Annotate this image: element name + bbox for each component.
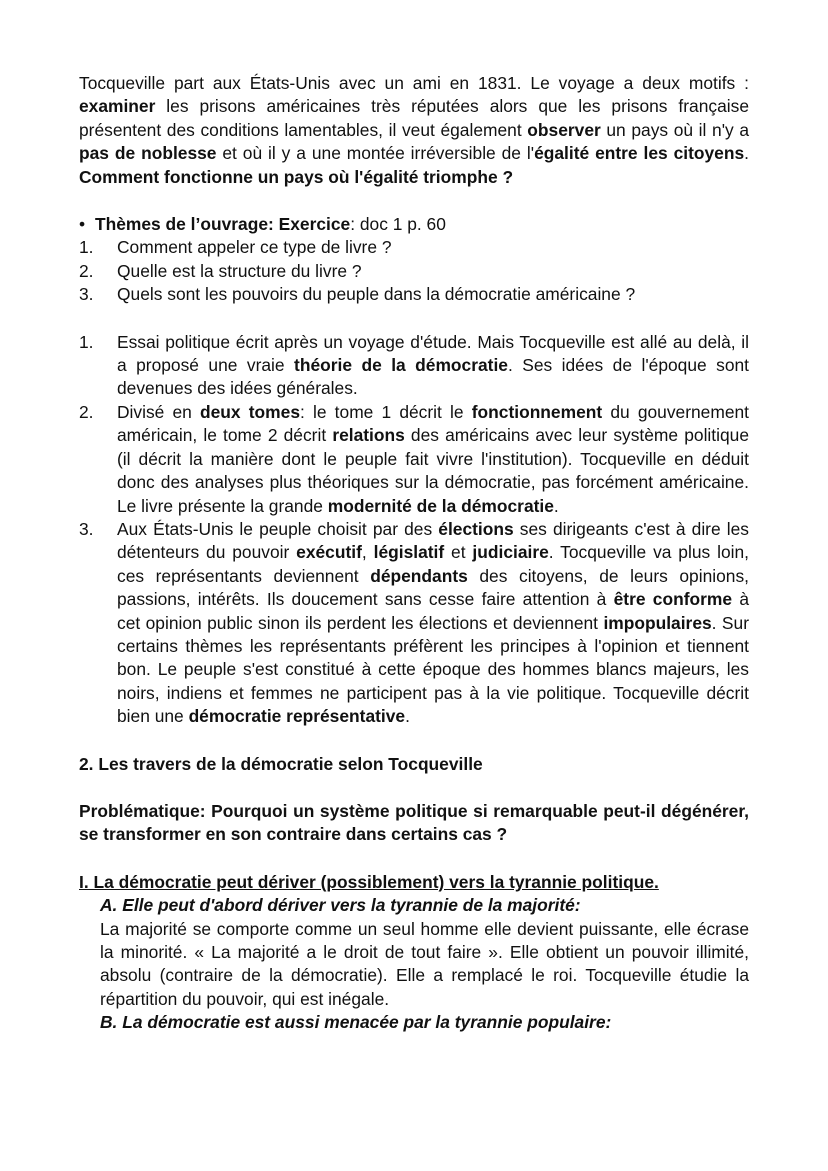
answer-bold: théorie de la démocratie: [294, 355, 508, 376]
intro-bold: égalité entre les citoyens: [534, 143, 745, 164]
answer-bold: impopulaires: [603, 612, 712, 633]
subpart-title: A. Elle peut d'abord dériver vers la tyrannie de la majorité:: [100, 895, 581, 916]
answer-fragment: des citoyens, de leurs opinions, passions, intérêts. Ils doucement sans cesse faire attention à: [117, 565, 749, 610]
intro-text: et où il y a une montée irréversible de l': [216, 143, 535, 164]
intro-paragraph: [79, 72, 749, 189]
intro-bold: examiner: [79, 96, 156, 117]
answer-fragment: . Ses idées de l'époque sont devenues des idées générales.: [117, 355, 749, 399]
section-title: 2. Les travers de la démocratie selon Tocqueville: [79, 753, 483, 774]
answer-bold: élections: [438, 518, 514, 539]
answer-bold: judiciaire: [472, 542, 549, 563]
answer-bold: exécutif: [296, 542, 362, 563]
answer-fragment: Aux États-Unis le peuple choisit par des: [117, 518, 439, 539]
answer-bold: législatif: [373, 542, 445, 563]
answer-fragment: Divisé en: [117, 401, 201, 422]
spacer: [79, 307, 749, 331]
bullet-icon: •: [79, 214, 86, 235]
answer-item: [79, 331, 749, 401]
subpart-title: B. La démocratie est aussi menacée par la tyrannie populaire:: [100, 1012, 612, 1033]
answer-fragment: du gouvernement américain, le tome 2 décrit: [117, 401, 749, 446]
intro-text: un pays où il n'y a: [600, 119, 750, 140]
themes-ref: : doc 1 p. 60: [350, 214, 446, 235]
intro-text: .: [744, 143, 749, 164]
spacer: [79, 776, 749, 800]
themes-label: Thèmes de l’ouvrage: Exercice: [95, 214, 351, 235]
answer-fragment: : le tome 1 décrit le: [300, 401, 472, 422]
problematique: Problématique: Pourquoi un système politique si remarquable peut-il dégénérer, se transformer en son contraire dans certains cas ?: [79, 800, 749, 845]
answer-bold: relations: [332, 425, 405, 446]
answer-bold: fonctionnement: [471, 401, 603, 422]
question-text: Comment appeler ce type de livre ?: [117, 237, 392, 258]
answer-bold: être conforme: [613, 589, 733, 610]
answer-fragment: à cet opinion public sinon ils perdent les élections et deviennent: [117, 589, 749, 633]
answer-number: 3.: [79, 518, 94, 539]
intro-text: Tocqueville part aux États-Unis avec un ami en 1831. Le voyage a deux motifs :: [79, 73, 749, 93]
spacer: [79, 847, 749, 871]
answer-fragment: .: [405, 706, 410, 727]
answer-fragment: des américains avec leur système politique (il décrit la manière dont le peuple fait vivre l'institution). Tocqueville en déduit donc des analyses plus théoriques sur la démocratie, pas forcément américaine. Le livre présente la grande: [117, 425, 750, 516]
themes-line: [95, 213, 446, 236]
intro-bold: pas de noblesse: [79, 143, 217, 164]
answer-number: 1.: [79, 331, 94, 352]
question-number: 2.: [79, 260, 94, 281]
answer-fragment: . Tocqueville va plus loin, ces représentants deviennent: [117, 542, 749, 586]
answer-item: [79, 518, 749, 729]
answer-fragment: .: [553, 495, 559, 516]
answer-fragment: et: [444, 542, 473, 563]
answer-text: [117, 518, 749, 729]
question-number: 3.: [79, 284, 94, 305]
answer-fragment: . Sur certains thèmes les représentants préfèrent les principes à l'opinion et tiennent bon. Le peuple s'est constitué à cette époque des hommes blancs majeurs, les noirs, indiens et femmes ne participent pas à la vie politique. Tocqueville décrit bien une: [117, 612, 749, 727]
question-text: Quels sont les pouvoirs du peuple dans la démocratie américaine ?: [117, 284, 636, 305]
question-number: 1.: [79, 237, 94, 258]
answer-text: [117, 401, 749, 518]
part-title: I. La démocratie peut dériver (possiblement) vers la tyrannie politique.: [79, 871, 659, 892]
answer-fragment: ,: [361, 542, 374, 563]
question-item: [79, 283, 749, 306]
intro-question: Comment fonctionne un pays où l'égalité triomphe ?: [79, 166, 514, 187]
answer-number: 2.: [79, 401, 94, 422]
answer-bold: démocratie représentative: [188, 706, 406, 727]
spacer: [79, 189, 749, 213]
subpart-text: La majorité se comporte comme un seul homme elle devient puissante, elle écrase la minorité. « La majorité a le droit de tout faire ». Elle obtient un pouvoir illimité, absolu (contraire de la démocratie). Elle a remplacé le roi. Tocqueville étudie la répartition du pouvoir, qui est inégale.: [100, 918, 749, 1009]
document-page: [79, 72, 749, 1035]
answer-fragment: Essai politique écrit après un voyage d'étude. Mais Tocqueville est allé au delà, il a proposé une vraie: [117, 331, 749, 376]
intro-bold: observer: [527, 119, 601, 140]
answer-bold: dépendants: [370, 565, 468, 586]
answer-text: [117, 331, 749, 401]
answer-fragment: ses dirigeants c'est à dire les détenteurs du pouvoir: [117, 518, 749, 563]
question-text: Quelle est la structure du livre ?: [117, 260, 362, 281]
spacer: [79, 729, 749, 753]
intro-text: les prisons américaines très réputées alors que les prisons française présentent des conditions lamentables, il veut également: [79, 96, 749, 140]
themes-bullet-line: [79, 213, 749, 236]
question-item: [79, 236, 749, 259]
question-item: [79, 260, 749, 283]
answer-bold: modernité de la démocratie: [327, 495, 554, 516]
answer-item: [79, 401, 749, 518]
answer-bold: deux tomes: [200, 401, 300, 422]
